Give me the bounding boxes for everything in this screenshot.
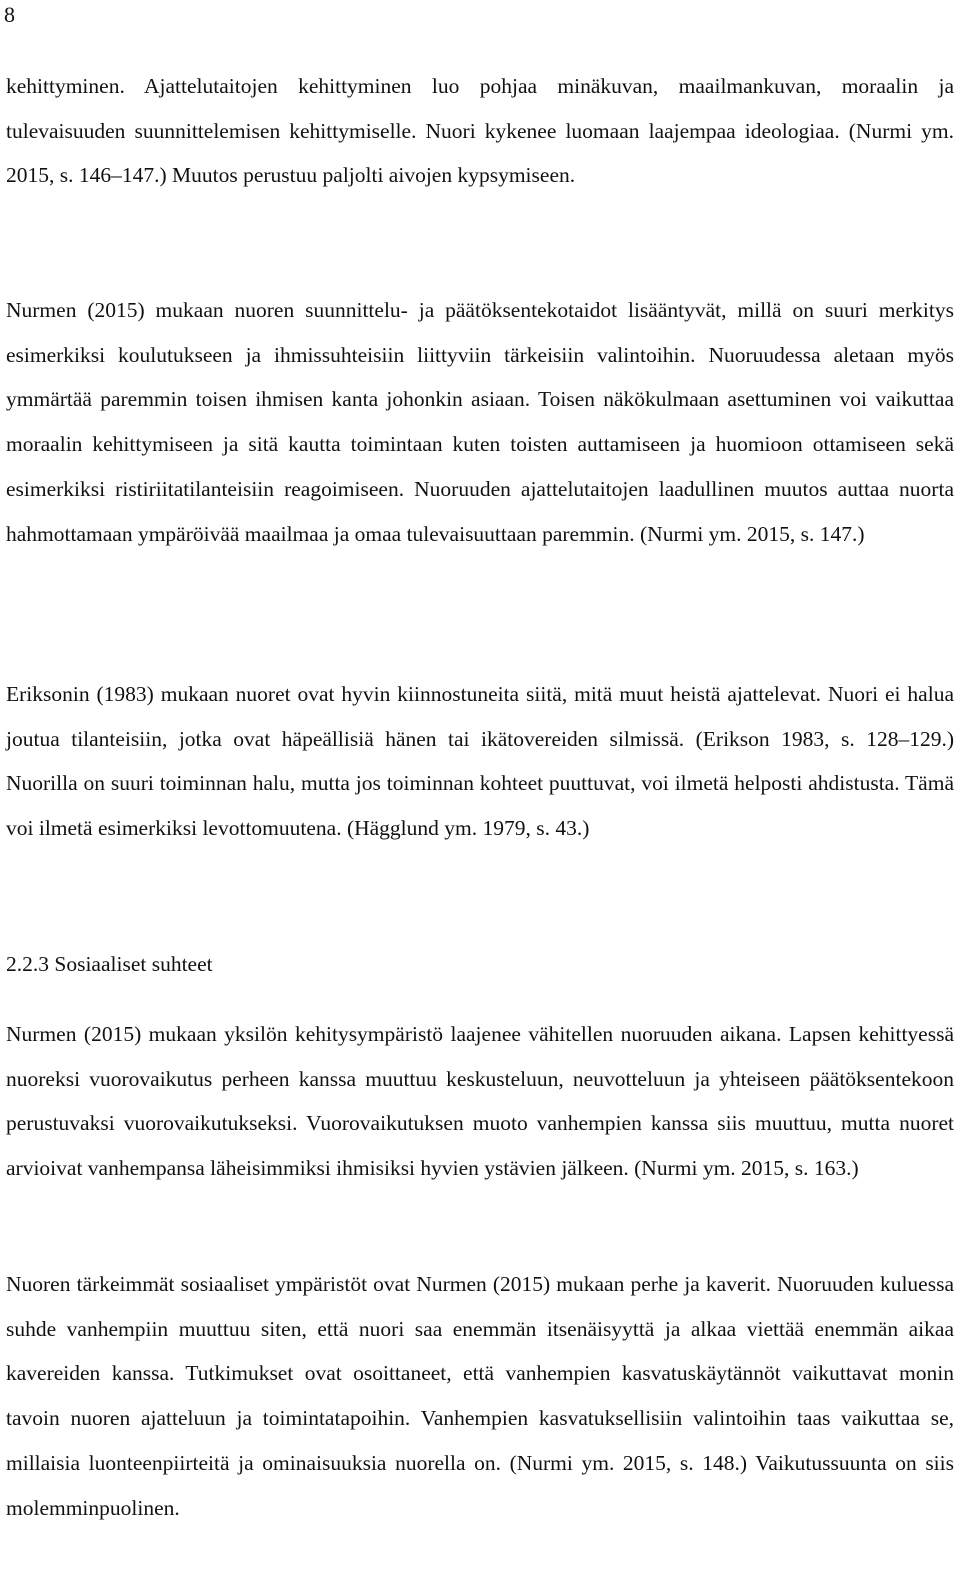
paragraph-erikson: Eriksonin (1983) mukaan nuoret ovat hyvin kiinnostuneita siitä, mitä muut heistä ajattelevat. Nuori ei halua joutua tilanteisiin, jotka ovat häpeällisiä hänen tai ikätovereiden silmissä. (Erikson 1983, s. 128–129.) Nuorilla on suuri toiminnan halu, mutta jos toiminnan kohteet puuttuvat, voi ilmetä helposti ahdistusta. Tämä voi ilmetä esimerkiksi levottomuutena. (Hägglund ym. 1979, s. 43.) xyxy=(6,682,954,841)
paragraph-interaction-with-parents: Nurmen (2015) mukaan yksilön kehitysympäristö laajenee vähitellen nuoruuden aikana. Lapsen kehittyessä nuoreksi vuorovaikutus perheen kanssa muuttuu keskusteluun, neuvotteluun ja yhteiseen päätöksentekoon perustuvaksi vuorovaikutukseksi. Vuorovaikutuksen muoto vanhempien kanssa siis muuttuu, mutta nuoret arvioivat vanhempansa läheisimmiksi ihmisiksi hyvien ystävien jälkeen. (Nurmi ym. 2015, s. 163.) xyxy=(6,1022,954,1181)
paragraph-decision-making: Nurmen (2015) mukaan nuoren suunnittelu- ja päätöksentekotaidot lisääntyvät, millä on suuri merkitys esimerkiksi koulutukseen ja ihmissuhteisiin liittyviin tärkeisiin valintoihin. Nuoruudessa aletaan myös ymmärtää paremmin toisen ihmisen kanta johonkin asiaan. Toisen näkökulmaan asettuminen voi vaikuttaa moraalin kehittymiseen ja sitä kautta toimintaan kuten toisten auttamiseen ja huomioon ottamiseen sekä esimerkiksi ristiriitatilanteisiin reagoimiseen. Nuoruuden ajattelutaitojen laadullinen muutos auttaa nuorta hahmottamaan ympäröivää maailmaa ja omaa tulevaisuuttaan paremmin. (Nurmi ym. 2015, s. 147.) xyxy=(6,298,954,546)
section-heading: 2.2.3 Sosiaaliset suhteet xyxy=(6,952,213,976)
page-number: 8 xyxy=(4,2,15,27)
paragraph-social-environments: Nuoren tärkeimmät sosiaaliset ympäristöt ovat Nurmen (2015) mukaan perhe ja kaverit. Nuoruuden kuluessa suhde vanhempiin muuttuu siten, että nuori saa enemmän itsenäisyyttä ja alkaa viettää enemmän aikaa kavereiden kanssa. Tutkimukset ovat osoittaneet, että vanhempien kasvatuskäytännöt vaikuttavat monin tavoin nuoren ajatteluun ja toimintatapoihin. Vanhempien kasvatuksellisiin valintoihin taas vaikuttaa se, millaisia luonteenpiirteitä ja ominaisuuksia nuorella on. (Nurmi ym. 2015, s. 148.) Vaikutussuunta on siis molemminpuolinen. xyxy=(6,1272,954,1520)
paragraph-cognitive-development: kehittyminen. Ajattelutaitojen kehittyminen luo pohjaa minäkuvan, maailmankuvan, moraalin ja tulevaisuuden suunnittelemisen kehittymiselle. Nuori kykenee luomaan laajempaa ideologiaa. (Nurmi ym. 2015, s. 146–147.) Muutos perustuu paljolti aivojen kypsymiseen. xyxy=(6,74,954,188)
